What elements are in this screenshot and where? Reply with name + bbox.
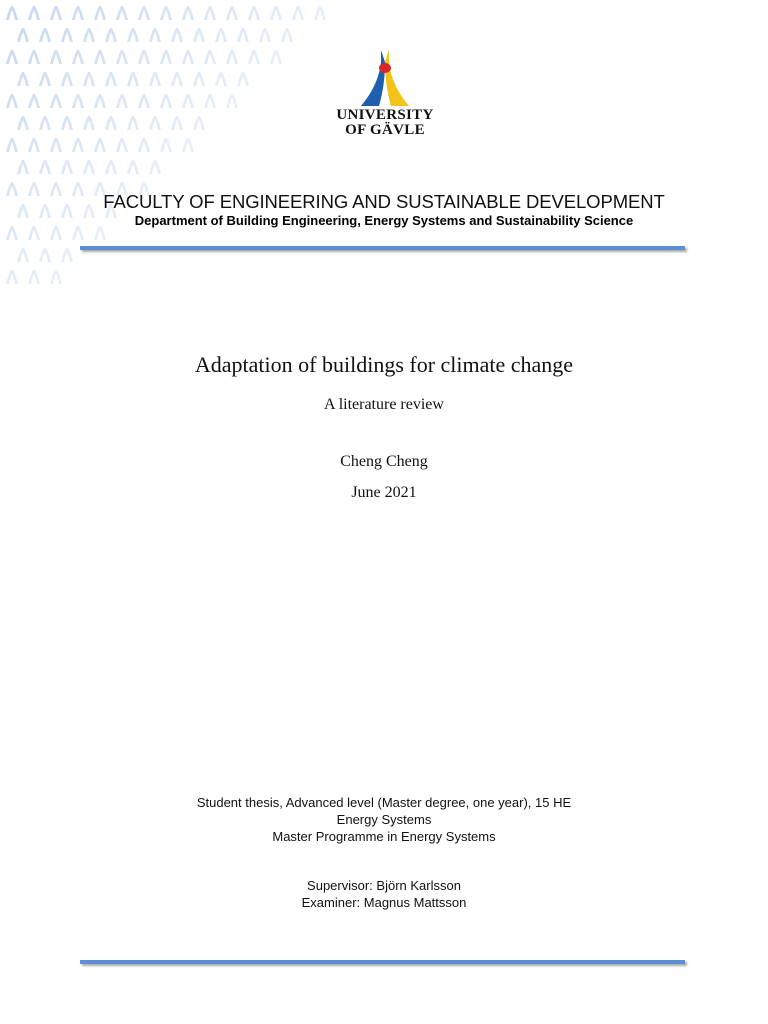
pattern-mark bbox=[39, 28, 51, 42]
decorative-pattern bbox=[0, 0, 340, 300]
pattern-mark bbox=[94, 138, 106, 152]
pattern-mark bbox=[226, 6, 238, 20]
pattern-mark bbox=[6, 6, 18, 20]
pattern-mark bbox=[270, 6, 282, 20]
pattern-mark bbox=[72, 6, 84, 20]
pattern-mark bbox=[138, 94, 150, 108]
thesis-subject: Energy Systems bbox=[336, 812, 432, 827]
pattern-mark bbox=[61, 72, 73, 86]
thesis-programme: Master Programme in Energy Systems bbox=[272, 829, 496, 844]
pattern-mark bbox=[28, 50, 40, 64]
pattern-mark bbox=[50, 94, 62, 108]
pattern-mark bbox=[226, 50, 238, 64]
pattern-mark bbox=[61, 160, 73, 174]
pattern-mark bbox=[149, 116, 161, 130]
pattern-mark bbox=[116, 6, 128, 20]
faculty-heading: FACULTY OF ENGINEERING AND SUSTAINABLE DEVELOPMENT bbox=[103, 191, 665, 212]
pattern-mark bbox=[17, 160, 29, 174]
department-heading: Department of Building Engineering, Energy Systems and Sustainability Science bbox=[134, 213, 634, 228]
pattern-mark bbox=[61, 248, 73, 262]
pattern-mark bbox=[6, 50, 18, 64]
pattern-mark bbox=[149, 72, 161, 86]
pattern-mark bbox=[61, 116, 73, 130]
pattern-mark bbox=[39, 160, 51, 174]
pattern-mark bbox=[270, 50, 282, 64]
pattern-mark bbox=[105, 116, 117, 130]
pattern-mark bbox=[127, 160, 139, 174]
pattern-mark bbox=[28, 226, 40, 240]
pattern-mark bbox=[193, 72, 205, 86]
pattern-mark bbox=[182, 6, 194, 20]
pattern-mark bbox=[204, 6, 216, 20]
author-name: Cheng Cheng bbox=[340, 453, 428, 470]
pattern-mark bbox=[17, 116, 29, 130]
supervisor: Supervisor: Björn Karlsson bbox=[307, 878, 461, 893]
pattern-mark bbox=[94, 226, 106, 240]
pattern-mark bbox=[160, 50, 172, 64]
university-name-line1: UNIVERSITY bbox=[336, 107, 434, 123]
pattern-mark bbox=[127, 72, 139, 86]
thesis-details bbox=[0, 794, 768, 845]
pattern-mark bbox=[39, 116, 51, 130]
pattern-mark bbox=[94, 6, 106, 20]
pattern-mark bbox=[72, 226, 84, 240]
top-divider bbox=[80, 246, 685, 250]
pattern-mark bbox=[182, 94, 194, 108]
pattern-mark bbox=[171, 28, 183, 42]
pattern-mark bbox=[72, 94, 84, 108]
pattern-mark bbox=[182, 138, 194, 152]
pattern-mark bbox=[215, 72, 227, 86]
pattern-mark bbox=[182, 50, 194, 64]
pattern-mark bbox=[50, 6, 62, 20]
pattern-mark bbox=[171, 116, 183, 130]
pattern-mark bbox=[28, 270, 40, 284]
pattern-mark bbox=[6, 270, 18, 284]
examiner: Examiner: Magnus Mattsson bbox=[301, 895, 467, 910]
pattern-mark bbox=[17, 248, 29, 262]
pattern-mark bbox=[237, 28, 249, 42]
publication-date: June 2021 bbox=[351, 484, 417, 501]
pattern-mark bbox=[138, 6, 150, 20]
pattern-mark bbox=[204, 50, 216, 64]
pattern-mark bbox=[171, 72, 183, 86]
pattern-mark bbox=[83, 72, 95, 86]
pattern-mark bbox=[248, 50, 260, 64]
thesis-title: Adaptation of buildings for climate change bbox=[194, 352, 574, 377]
pattern-mark bbox=[6, 138, 18, 152]
pattern-mark bbox=[281, 28, 293, 42]
thesis-supervision bbox=[0, 877, 768, 911]
pattern-mark bbox=[105, 28, 117, 42]
pattern-mark bbox=[50, 138, 62, 152]
pattern-mark bbox=[116, 94, 128, 108]
pattern-mark bbox=[314, 6, 326, 20]
pattern-mark bbox=[149, 160, 161, 174]
pattern-mark bbox=[226, 94, 238, 108]
bottom-divider bbox=[80, 960, 685, 964]
pattern-mark bbox=[83, 160, 95, 174]
pattern-mark bbox=[193, 116, 205, 130]
pattern-mark bbox=[215, 28, 227, 42]
pattern-mark bbox=[259, 28, 271, 42]
pattern-mark bbox=[94, 94, 106, 108]
pattern-mark bbox=[138, 50, 150, 64]
pattern-mark bbox=[39, 72, 51, 86]
pattern-mark bbox=[6, 94, 18, 108]
thesis-level: Student thesis, Advanced level (Master degree, one year), 15 HE bbox=[196, 795, 572, 810]
pattern-mark bbox=[292, 6, 304, 20]
pattern-mark bbox=[138, 138, 150, 152]
pattern-mark bbox=[193, 28, 205, 42]
pattern-mark bbox=[61, 28, 73, 42]
pattern-mark bbox=[127, 116, 139, 130]
pattern-mark bbox=[116, 50, 128, 64]
thesis-subtitle: A literature review bbox=[324, 396, 444, 413]
pattern-mark bbox=[160, 138, 172, 152]
pattern-mark bbox=[83, 28, 95, 42]
pattern-mark bbox=[116, 138, 128, 152]
pattern-mark bbox=[237, 72, 249, 86]
pattern-mark bbox=[149, 28, 161, 42]
pattern-mark bbox=[50, 270, 62, 284]
university-name-line2: OF GÄVLE bbox=[345, 122, 425, 138]
university-logo-icon bbox=[345, 48, 425, 108]
pattern-mark bbox=[72, 138, 84, 152]
pattern-mark bbox=[83, 116, 95, 130]
pattern-mark bbox=[204, 94, 216, 108]
pattern-mark bbox=[105, 72, 117, 86]
pattern-mark bbox=[17, 28, 29, 42]
university-logo bbox=[330, 48, 440, 138]
pattern-mark bbox=[248, 6, 260, 20]
pattern-mark bbox=[17, 72, 29, 86]
pattern-mark bbox=[50, 50, 62, 64]
pattern-mark bbox=[50, 226, 62, 240]
pattern-mark bbox=[28, 138, 40, 152]
pattern-mark bbox=[72, 50, 84, 64]
pattern-mark bbox=[105, 160, 117, 174]
pattern-mark bbox=[28, 6, 40, 20]
pattern-mark bbox=[127, 28, 139, 42]
pattern-mark bbox=[94, 50, 106, 64]
pattern-mark bbox=[160, 94, 172, 108]
pattern-mark bbox=[39, 248, 51, 262]
pattern-mark bbox=[6, 226, 18, 240]
pattern-mark bbox=[28, 94, 40, 108]
pattern-mark bbox=[160, 6, 172, 20]
